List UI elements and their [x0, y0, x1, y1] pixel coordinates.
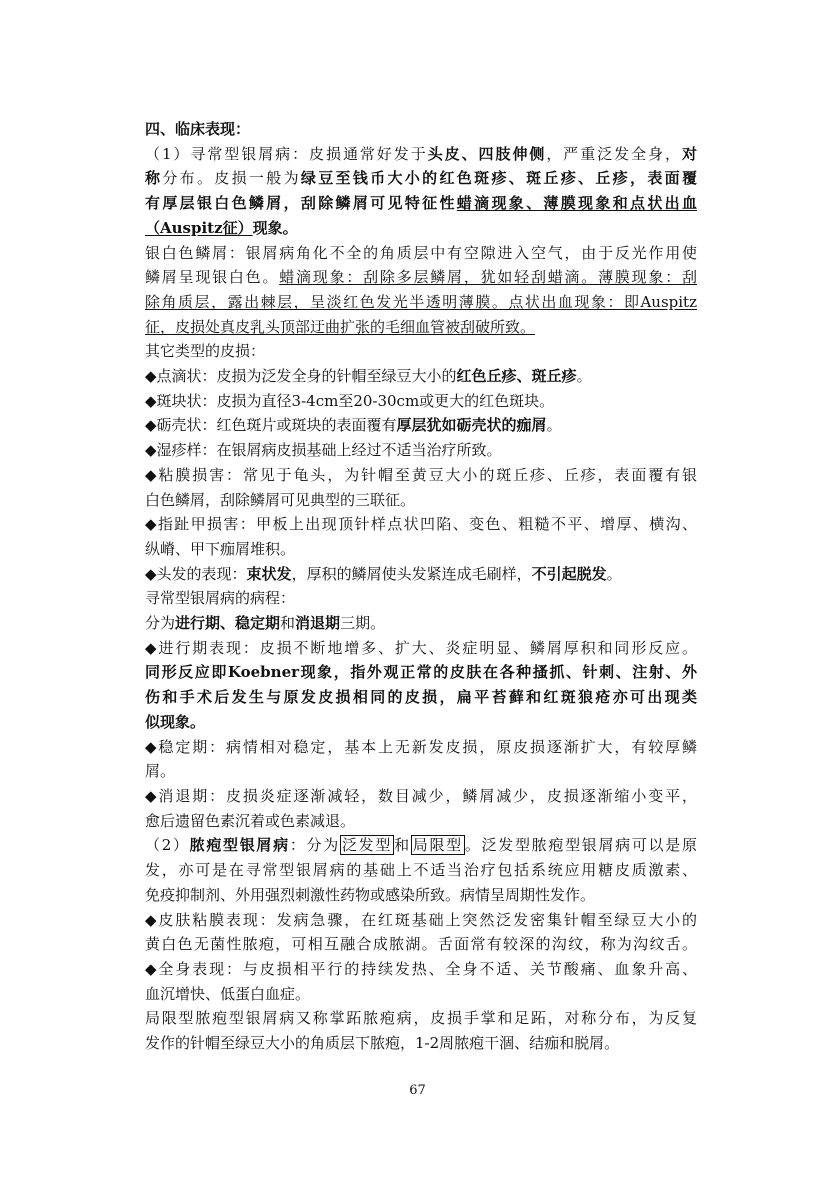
pustular-systemic-line1: ◆全身表现：与皮损相平行的持续发热、全身不适、关节酸痛、血象升高、: [145, 959, 697, 978]
course-heading: 寻常型银屑病的病程：: [145, 589, 296, 608]
pustular-skin-line1: ◆皮肤粘膜表现：发病急骤，在红斑基础上突然泛发密集针帽至绿豆大小的: [145, 910, 697, 929]
document-page: [145, 117, 697, 1056]
localized-type-box: 局限型: [412, 836, 463, 855]
section-title: 四、临床表现：: [145, 120, 251, 138]
bullet-nail-line1: ◆指趾甲损害：甲板上出现顶针样点状凹陷、变色、粗糙不平、增厚、横沟、: [145, 515, 697, 534]
para2-line3: 除角质层，露出棘层，呈淡红色发光半透明薄膜。点状出血现象：即Auspitz: [145, 292, 697, 311]
pustular-systemic-line2: 血沉增快、低蛋白血症。: [145, 984, 311, 1003]
bullet-eczematoid: ◆湿疹样：在银屑病皮损基础上经过不适当治疗所致。: [145, 441, 502, 460]
pustular-line2: 发，亦可是在寻常型银屑病的基础上不适当治疗包括系统应用糖皮质激素、: [145, 861, 697, 880]
bullet-mucosal-line2: 白色鳞屑，刮除鳞屑可见典型的三联征。: [145, 490, 416, 509]
stable-line1: ◆稳定期：病情相对稳定，基本上无新发皮损，原皮损逐渐扩大，有较厚鳞: [145, 737, 697, 756]
para2-line2: 鳞屑呈现银白色。蜡滴现象：刮除多层鳞屑，犹如轻刮蜡滴。薄膜现象：刮: [145, 268, 697, 287]
para1-line1: （1）寻常型银屑病：皮损通常好发于头皮、四肢伸侧，严重泛发全身，对: [145, 144, 697, 163]
para1-line3: 有厚层银白色鳞屑，刮除鳞屑可见特征性蜡滴现象、薄膜现象和点状出血: [145, 194, 697, 213]
page-number: 67: [409, 1083, 426, 1098]
bullet-nail-line2: 纵嵴、甲下痂屑堆积。: [145, 539, 296, 558]
para1-line4: （Auspitz征）现象。: [145, 218, 298, 237]
bullet-mucosal-line1: ◆粘膜损害：常见于龟头，为针帽至黄豆大小的斑丘疹、丘疹，表面覆有银: [145, 465, 697, 484]
progressive-line2: 同形反应即Koebner现象，指外观正常的皮肤在各种搔抓、针刺、注射、外: [145, 663, 697, 682]
pustular-line1: （2）脓疱型银屑病：分为 泛发型 和 局限型 。泛发型脓疱型银屑病可以是原: [145, 836, 697, 855]
regressive-line2: 愈后遗留色素沉着或色素减退。: [145, 811, 356, 830]
bullet-hair: ◆头发的表现：束状发，厚积的鳞屑使头发紧连成毛刷样，不引起脱发。: [145, 564, 622, 583]
stages-line: 分为进行期、稳定期和消退期三期。: [145, 614, 386, 633]
regressive-line1: ◆消退期：皮损炎症逐渐减轻，数目减少，鳞屑减少，皮损逐渐缩小变平，: [145, 786, 697, 805]
generalized-type-box: 泛发型: [341, 836, 393, 855]
bullet-plaque: ◆斑块状：皮损为直径3-4cm至20-30cm或更大的红色斑块。: [145, 391, 555, 410]
pustular-local-line2: 发作的针帽至绿豆大小的角质层下脓疱，1-2周脓疱干涸、结痂和脱屑。: [145, 1034, 620, 1053]
progressive-line3: 伤和手术后发生与原发皮损相同的皮损，扁平苔藓和红斑狼疮亦可出现类: [145, 688, 697, 707]
progressive-line4: 似现象。: [145, 712, 206, 731]
progressive-line1: ◆进行期表现：皮损不断地增多、扩大、炎症明显、鳞屑厚积和同形反应。: [145, 638, 697, 657]
pustular-line3: 免疫抑制剂、外用强烈刺激性药物或感染所致。病情呈周期性发作。: [145, 885, 596, 904]
other-types-heading: 其它类型的皮损：: [145, 342, 266, 361]
stable-line2: 屑。: [145, 762, 176, 781]
pustular-skin-line2: 黄白色无菌性脓疱，可相互融合成脓湖。舌面常有较深的沟纹，称为沟纹舌。: [145, 935, 697, 954]
bullet-dot: ◆点滴状：皮损为泛发全身的针帽至绿豆大小的红色丘疹、斑丘疹。: [145, 367, 592, 386]
para2-line4: 征，皮损处真皮乳头顶部迂曲扩张的毛细血管被刮破所致。: [145, 317, 536, 336]
para1-line2: 称分布。皮损一般为绿豆至钱币大小的红色斑疹、斑丘疹、丘疹，表面覆: [145, 169, 697, 188]
para2-line1: 银白色鳞屑：银屑病角化不全的角质层中有空隙进入空气，由于反光作用使: [145, 243, 697, 262]
pustular-local-line1: 局限型脓疱型银屑病又称掌跖脓疱病，皮损手掌和足跖，对称分布，为反复: [145, 1009, 697, 1028]
bullet-ostraceous: ◆砺壳状：红色斑片或斑块的表面覆有厚层犹如砺壳状的痂屑。: [145, 416, 562, 435]
